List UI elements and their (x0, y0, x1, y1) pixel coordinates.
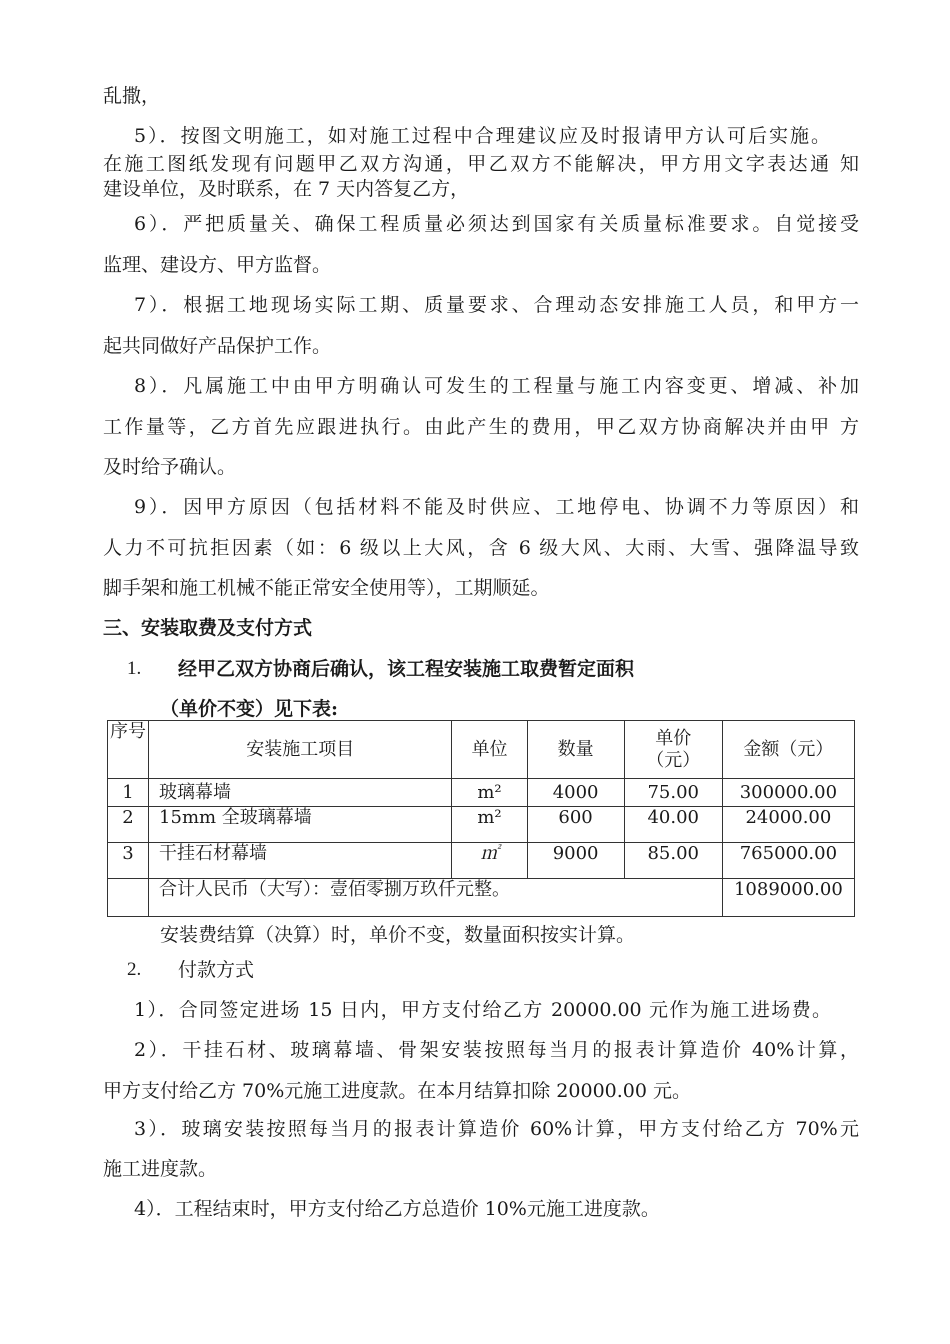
table-row (108, 843, 855, 879)
table-total-row (108, 879, 855, 917)
section-heading: 三、安装取费及支付方式 (103, 617, 313, 639)
cell-unit: m² (452, 807, 527, 843)
paragraph-line: 施工进度款。 (103, 1158, 218, 1180)
header-seq: 序号 (108, 721, 149, 779)
paragraph-line: 在施工图纸发现有问题甲乙双方沟通，甲乙双方不能解决，甲方用文字表达通 知 (103, 153, 859, 175)
clause-5: 5）．按图文明施工，如对施工过程中合理建议应及时报请甲方认可后实施。 (134, 125, 830, 147)
item-number: 2. (127, 959, 142, 980)
clause-7: 7）．根据工地现场实际工期、质量要求、合理动态安排施工人员，和甲方一 (134, 294, 859, 316)
cell-qty: 600 (527, 807, 624, 843)
payment-2: 2）．干挂石材、玻璃幕墙、骨架安装按照每当月的报表计算造价 40%计算， (134, 1039, 859, 1061)
settlement-note: 安装费结算（决算）时，单价不变，数量面积按实计算。 (160, 924, 636, 946)
cell-seq-empty (108, 879, 149, 917)
payment-3: 3）．玻璃安装按照每当月的报表计算造价 60%计算，甲方支付给乙方 70%元 (134, 1118, 859, 1140)
table-row (108, 807, 855, 843)
clause-8: 8）．凡属施工中由甲方明确认可发生的工程量与施工内容变更、增减、补加 (134, 375, 859, 397)
header-price: 单价（元） (624, 721, 722, 779)
payment-1: 1）．合同签定进场 15 日内，甲方支付给乙方 20000.00 元作为施工进场费。 (134, 999, 831, 1021)
cell-amount: 24000.00 (722, 807, 854, 843)
paragraph-line: 甲方支付给乙方 70%元施工进度款。在本月结算扣除 20000.00 元。 (103, 1080, 692, 1102)
paragraph-line: 乱撒， (103, 85, 161, 107)
cell-item: 15mm 全玻璃幕墙 (149, 807, 452, 843)
item-number: 1. (127, 658, 142, 679)
clause-9: 9）．因甲方原因（包括材料不能及时供应、工地停电、协调不力等原因）和 (134, 496, 859, 518)
clause-6: 6）．严把质量关、确保工程质量必须达到国家有关质量标准要求。自觉接受 (134, 213, 859, 235)
cell-price: 75.00 (624, 779, 722, 807)
cell-qty: 4000 (527, 779, 624, 807)
total-amount: 1089000.00 (722, 879, 854, 917)
cell-item: 玻璃幕墙 (149, 779, 452, 807)
header-amount: 金额（元） (722, 721, 854, 779)
item-heading: 付款方式 (178, 959, 255, 981)
payment-4: 4）．工程结束时，甲方支付给乙方总造价 10%元施工进度款。 (134, 1198, 660, 1220)
paragraph-line: 工作量等，乙方首先应跟进执行。由此产生的费用，甲乙双方协商解决并由甲 方 (103, 416, 859, 438)
paragraph-line: 及时给予确认。 (103, 456, 237, 478)
cell-seq: 2 (108, 807, 149, 843)
cell-seq: 1 (108, 779, 149, 807)
header-item: 安装施工项目 (149, 721, 452, 779)
cell-unit: ㎡ (452, 843, 527, 879)
cell-item: 干挂石材幕墙 (149, 843, 452, 879)
table-row (108, 779, 855, 807)
fee-table (107, 720, 855, 917)
cell-qty: 9000 (527, 843, 624, 879)
paragraph-line: 人力不可抗拒因素（如：6 级以上大风，含 6 级大风、大雨、大雪、强降温导致 (103, 537, 859, 559)
item-heading-cont: （单价不变）见下表: (160, 698, 339, 720)
paragraph-line: 脚手架和施工机械不能正常安全使用等），工期顺延。 (103, 577, 550, 599)
paragraph-line: 建设单位，及时联系，在 7 天内答复乙方， (103, 178, 470, 200)
cell-seq: 3 (108, 843, 149, 879)
cell-amount: 300000.00 (722, 779, 854, 807)
cell-unit: m² (452, 779, 527, 807)
paragraph-line: 起共同做好产品保护工作。 (103, 335, 332, 357)
paragraph-line: 监理、建设方、甲方监督。 (103, 254, 332, 276)
cell-amount: 765000.00 (722, 843, 854, 879)
total-label: 合计人民币（大写）：壹佰零捌万玖仟元整。 (149, 879, 723, 917)
table-header-row (108, 721, 855, 779)
cell-price: 85.00 (624, 843, 722, 879)
cell-price: 40.00 (624, 807, 722, 843)
header-qty: 数量 (527, 721, 624, 779)
header-unit: 单位 (452, 721, 527, 779)
item-heading: 经甲乙双方协商后确认，该工程安装施工取费暂定面积 (178, 658, 635, 680)
